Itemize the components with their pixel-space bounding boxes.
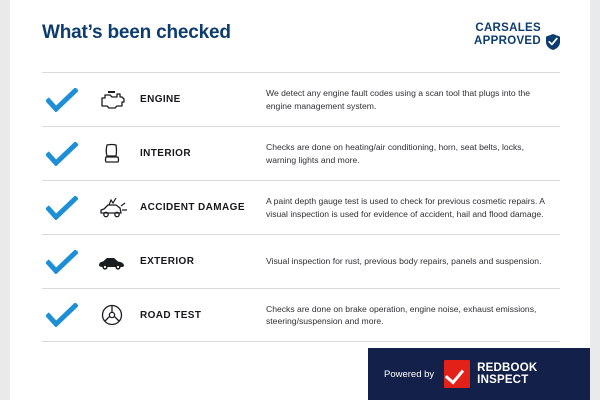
blue-check-icon (46, 303, 92, 327)
category-description: We detect any engine fault codes using a scan tool that plugs into the engine management system. (266, 88, 531, 111)
checklist (42, 72, 560, 342)
shield-check-icon (546, 34, 560, 55)
category-description: Checks are done on heating/air conditioning, horn, seat belts, locks, warning lights and more. (266, 142, 524, 165)
list-item (42, 180, 560, 234)
brand-text (474, 22, 541, 48)
car-side-icon (92, 253, 132, 271)
list-item (42, 288, 560, 342)
page-left-edge (0, 0, 10, 400)
brand-line-1: CARSALES (475, 22, 541, 34)
page-title: What’s been checked (42, 22, 231, 43)
car-seat-icon (92, 142, 132, 166)
category-description: Visual inspection for rust, previous body repairs, panels and suspension. (266, 256, 542, 267)
footer-banner (368, 348, 590, 400)
header (42, 22, 560, 66)
powered-by-label: Powered by (384, 368, 435, 380)
steering-wheel-icon (92, 303, 132, 327)
category-label: EXTERIOR (140, 256, 195, 267)
car-crash-icon (92, 197, 132, 219)
blue-check-icon (46, 142, 92, 166)
redbook-logo-text (477, 362, 537, 386)
list-item (42, 126, 560, 180)
carsales-approved-badge (474, 22, 560, 55)
list-item (42, 72, 560, 126)
category-label: ACCIDENT DAMAGE (140, 202, 245, 213)
list-item (42, 234, 560, 288)
category-description: Checks are done on brake operation, engine noise, exhaust emissions, steering/suspension and more. (266, 303, 537, 326)
page-right-edge (590, 0, 600, 400)
blue-check-icon (46, 196, 92, 220)
category-label: ENGINE (140, 94, 181, 105)
logo-line-2: INSPECT (477, 374, 529, 386)
redbook-inspect-logo (444, 360, 537, 388)
category-description: A paint depth gauge test is used to check for previous cosmetic repairs. A visual inspection is used for evidence of accident, hail and flood damage. (266, 196, 545, 219)
engine-icon (92, 89, 132, 111)
category-label: ROAD TEST (140, 309, 202, 321)
brand-line-2: APPROVED (474, 35, 541, 47)
blue-check-icon (46, 250, 92, 274)
blue-check-icon (46, 88, 92, 112)
redbook-check-mark-icon (444, 360, 470, 388)
category-label: INTERIOR (140, 148, 191, 159)
logo-line-1: REDBOOK (477, 362, 538, 374)
